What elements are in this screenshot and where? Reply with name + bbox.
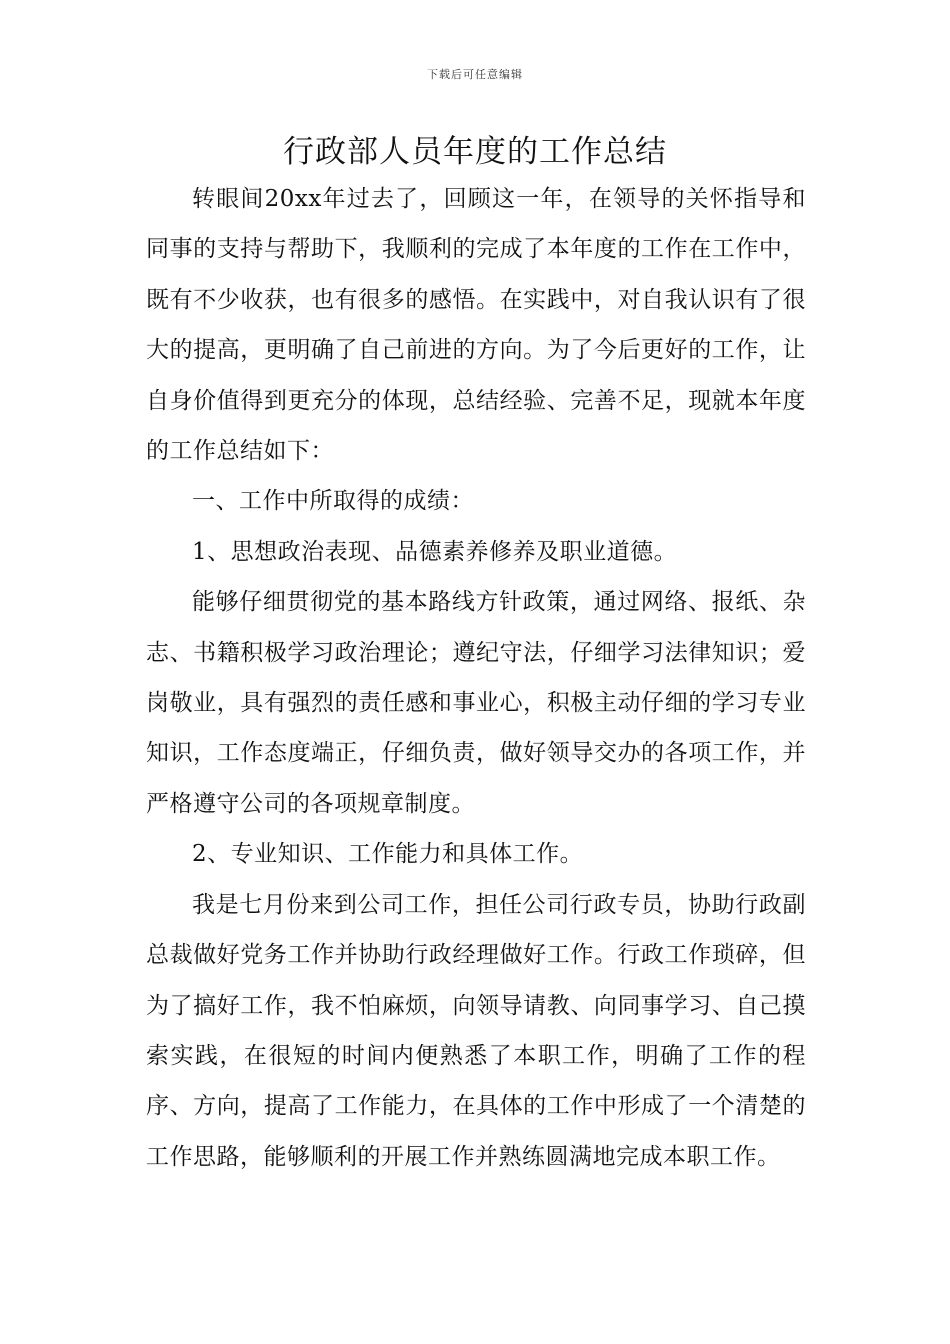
paragraph-professional-knowledge: 我是七月份来到公司工作，担任公司行政专员，协助行政副总裁做好党务工作并协助行政经理做好工作。行政工作琐碎，但为了搞好工作，我不怕麻烦，向领导请教、向同事学习、自己摸索实践，在很短的时间内便熟悉了本职工作，明确了工作的程序、方向，提高了工作能力，在具体的工作中形成了一个清楚的工作思路，能够顺利的开展工作并熟练圆满地完成本职工作。	[146, 891, 806, 1170]
header-note: 下载后可任意编辑	[427, 68, 523, 81]
section-heading-achievements: 一、工作中所取得的成绩：	[192, 488, 474, 515]
document-title: 行政部人员年度的工作总结	[283, 134, 667, 170]
paragraph-political-performance: 能够仔细贯彻党的基本路线方针政策，通过网络、报纸、杂志、书籍积极学习政治理论；遵纪守法，仔细学习法律知识；爱岗敬业，具有强烈的责任感和事业心，积极主动仔细的学习专业知识，工作态度端正，仔细负责，做好领导交办的各项工作，并严格遵守公司的各项规章制度。	[146, 589, 806, 817]
document-body	[146, 174, 806, 1182]
paragraph-intro: 转眼间20xx年过去了，回顾这一年，在领导的关怀指导和同事的支持与帮助下，我顺利的完成了本年度的工作在工作中，既有不少收获，也有很多的感悟。在实践中，对自我认识有了很大的提高，更明确了自己前进的方向。为了今后更好的工作，让自身价值得到更充分的体现，总结经验、完善不足，现就本年度的工作总结如下：	[146, 186, 806, 465]
subheading-political-performance: 1、思想政治表现、品德素养修养及职业道德。	[192, 538, 678, 565]
subheading-professional-knowledge: 2、专业知识、工作能力和具体工作。	[192, 841, 584, 868]
